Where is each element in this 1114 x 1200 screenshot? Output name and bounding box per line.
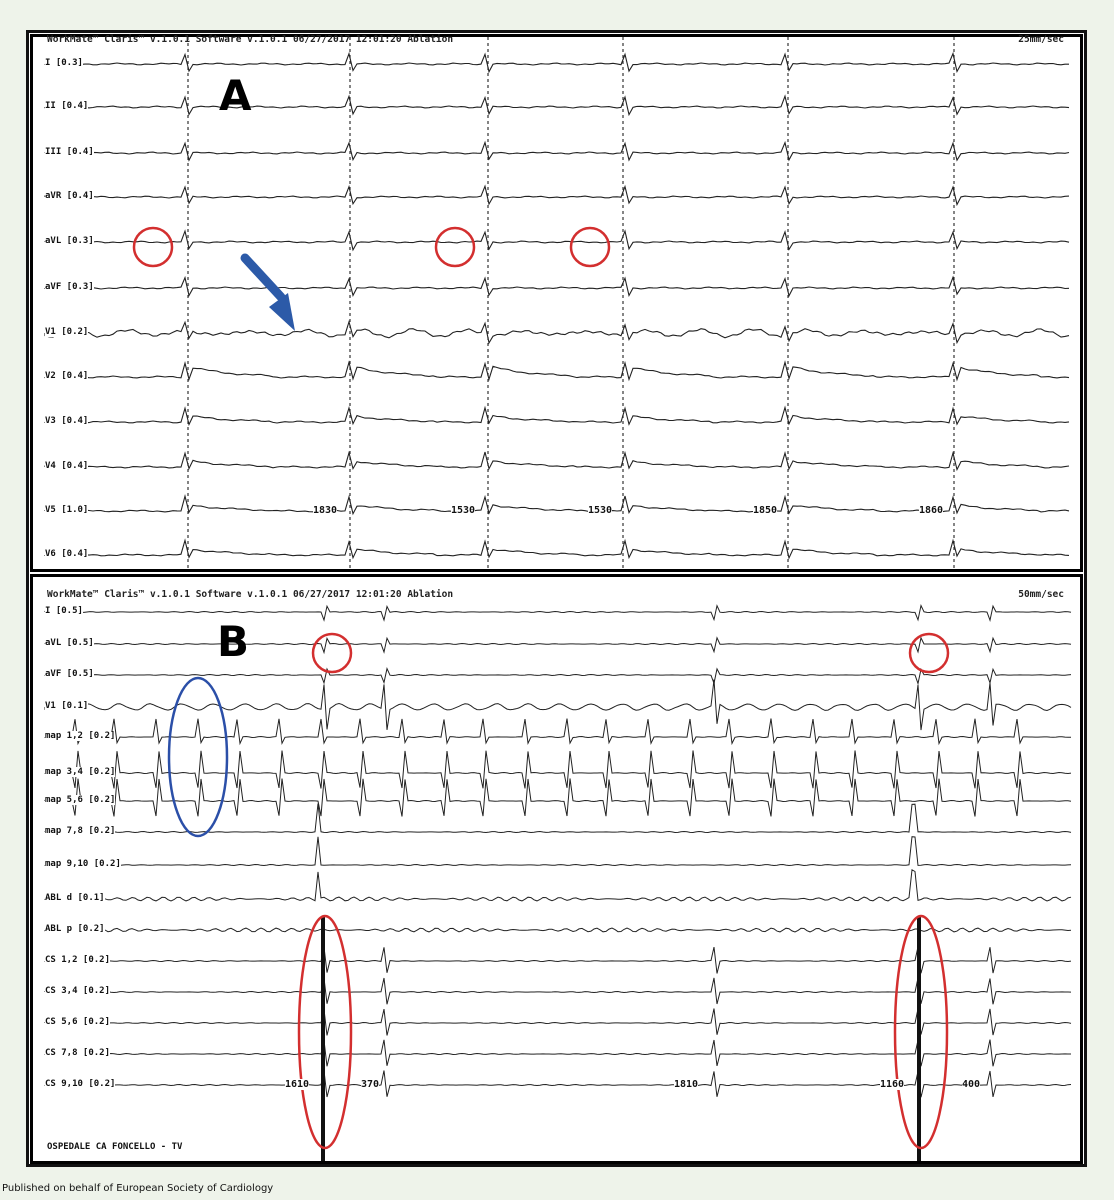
cycle-length-label: 400: [962, 1079, 981, 1090]
egm-lead-label: I [0.5]: [45, 606, 83, 616]
ablation-artifact: [321, 917, 325, 1161]
panel-b-speed: 50mm/sec: [1018, 589, 1064, 600]
panel-b-header: WorkMate™ Claris™ v.1.0.1 Software v.1.0.1 06/27/2017 12:01:20 Ablation: [47, 589, 454, 600]
egm-lead-label: map 3,4 [0.2]: [45, 767, 116, 777]
egm-trace-1: [45, 638, 1071, 653]
egm-lead-label: CS 1,2 [0.2]: [45, 955, 111, 965]
lead-label: V3 [0.4]: [45, 416, 89, 426]
cycle-length-label: 370: [361, 1079, 380, 1090]
panel-a: [30, 34, 1083, 572]
cycle-length-label: 1530: [588, 505, 613, 516]
egm-lead-label: CS 9,10 [0.2]: [45, 1079, 116, 1089]
red-circle-marker: [571, 228, 609, 266]
egm-trace-0: [45, 606, 1071, 621]
panel-a-grid: [188, 37, 954, 568]
ecg-trace-3: [45, 186, 1069, 204]
egm-lead-label: aVL [0.5]: [45, 638, 94, 648]
red-circle-marker: [313, 634, 351, 672]
lead-label: aVF [0.3]: [45, 282, 94, 292]
panel-b-label: B: [217, 617, 250, 666]
cycle-length-label: 1610: [285, 1079, 310, 1090]
panel-a-label: A: [219, 71, 252, 120]
red-circle-marker: [134, 228, 172, 266]
egm-lead-label: map 5,6 [0.2]: [45, 795, 116, 805]
egm-trace-2: [45, 669, 1071, 684]
footer-credit: Published on behalf of European Society of Cardiology: [2, 1183, 274, 1194]
egm-lead-label: map 9,10 [0.2]: [45, 859, 121, 869]
ecg-trace-0: [45, 54, 1069, 72]
panel-a-header: WorkMate™ Claris™ v.1.0.1 Software v.1.0.1 06/27/2017 12:01:20 Ablation: [47, 34, 454, 45]
ecg-trace-6: [45, 322, 1069, 343]
lead-label: V2 [0.4]: [45, 371, 89, 381]
ablation-artifact: [917, 917, 921, 1161]
ecg-trace-4: [45, 231, 1069, 250]
egm-trace-8: [45, 837, 1071, 866]
egm-trace-5: [45, 751, 1071, 789]
ecg-trace-5: [45, 277, 1069, 296]
panel-b-egm: [33, 577, 1080, 1161]
egm-lead-label: ABL p [0.2]: [45, 924, 105, 934]
panel-a-speed: 25mm/sec: [1018, 34, 1064, 45]
cycle-length-label: 1860: [919, 505, 944, 516]
egm-trace-9: [45, 870, 1071, 901]
egm-lead-label: CS 5,6 [0.2]: [45, 1017, 111, 1027]
lead-label: aVR [0.4]: [45, 191, 94, 201]
egm-trace-6: [45, 779, 1071, 817]
egm-lead-label: map 1,2 [0.2]: [45, 731, 116, 741]
red-circle-marker: [436, 228, 474, 266]
lead-label: II [0.4]: [45, 101, 89, 111]
lead-label: V5 [1.0]: [45, 505, 89, 515]
ecg-trace-11: [45, 540, 1069, 558]
ecg-trace-9: [45, 452, 1069, 470]
ecg-trace-2: [45, 143, 1069, 161]
cycle-length-label: 1160: [880, 1079, 905, 1090]
egm-lead-label: aVF [0.5]: [45, 669, 94, 679]
cycle-length-label: 1850: [753, 505, 778, 516]
lead-label: I [0.3]: [45, 58, 83, 68]
egm-lead-label: ABL d [0.1]: [45, 893, 105, 903]
cycle-length-label: 1810: [674, 1079, 699, 1090]
cycle-length-label: 1530: [451, 505, 476, 516]
ecg-trace-7: [45, 362, 1069, 379]
arrow-shaft: [245, 258, 281, 297]
lead-label: V4 [0.4]: [45, 461, 89, 471]
egm-lead-label: CS 7,8 [0.2]: [45, 1048, 111, 1058]
cycle-length-label: 1830: [313, 505, 338, 516]
lead-label: aVL [0.3]: [45, 236, 94, 246]
egm-lead-label: CS 3,4 [0.2]: [45, 986, 111, 996]
panel-a-ecg: [33, 37, 1080, 569]
blue-arrow: [245, 258, 295, 331]
lead-label: V1 [0.2]: [45, 327, 89, 337]
egm-lead-label: V1 [0.1]: [45, 701, 89, 711]
arrow-head: [269, 293, 295, 331]
egm-trace-4: [45, 719, 1071, 744]
lead-label: III [0.4]: [45, 147, 94, 157]
ecg-trace-8: [45, 408, 1069, 425]
lead-label: V6 [0.4]: [45, 549, 89, 559]
red-circle-marker: [910, 634, 948, 672]
panel-b: [30, 574, 1083, 1164]
egm-lead-label: map 7,8 [0.2]: [45, 826, 116, 836]
ecg-trace-10: [45, 496, 1069, 514]
ecg-trace-1: [45, 96, 1069, 114]
hospital-label: OSPEDALE CA FONCELLO - TV: [47, 1142, 183, 1152]
